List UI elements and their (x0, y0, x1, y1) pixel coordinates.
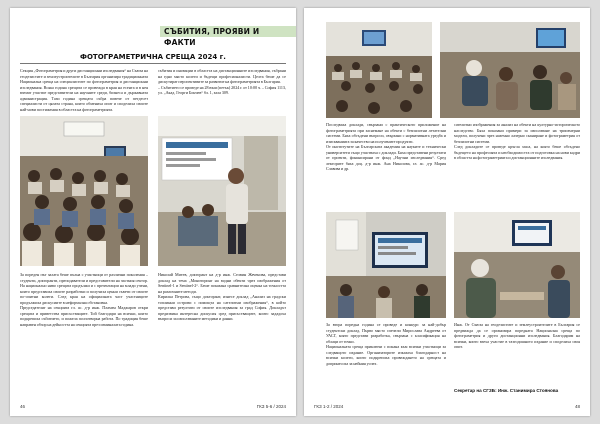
seated-attendees-photo (440, 22, 580, 118)
right-page (304, 8, 590, 416)
presentation-screen-photo (326, 212, 446, 318)
audience-photo (20, 116, 148, 266)
left-page (10, 8, 296, 416)
right-page-caption-left: За втора поредна година се проведе и конкурс за най-добър студентски доклад. Първо място спечели Мирослава Андреева от УАСГ, която представи разработка, свързана с класификация на облаци от точки. Националната среща приключи с покана към всички участници за следващото издание. Организаторите изказаха благодарност на всички колеги, които подкрепиха провеждането на срещата и допринесоха за нейния успех. (326, 322, 446, 366)
headline-divider (20, 63, 286, 64)
right-page-text-col2: сателитни изображения за анализ на обекти на културно-историческото наследство. Бяха показани примери за използване на триизмерни модели, получени чрез наземно лазерно сканиране и фотограметрия от безпилотни системи. След докладите се проведе кръгла маса, на която беше обсъдено бъдещето на професията и необходимостта от подготовка на нови кадри в областта на фотограметрията и дистанционните изследвания. (454, 122, 580, 160)
secretary-credit: Секретар на СГЗБ: Инж. Станимира Стоянова (454, 388, 559, 393)
right-caption-text: Николай Митев, докторант на д-р инж. Селвин Жеченова, представи доклад на тема „Мониторинг на водни обекти чрез изображения от Sentinel-1 и Sentinel-2“. Беше показана сравнителна оценка на точността на различните методи. Кирилка Петрова, също докторант, изнесе доклад „Анализ на градски топлинни острови с помощта на сателитни изображения“, в който представи резултати от своите изследвания за град София. Докладът предизвика интересна дискусия сред присъстващите, които зададоха въпроси за използваните методики и данни. (158, 272, 286, 321)
right-page-caption-right: Инж. От Съюза на геодезистите и землеустроителите в България се предвижда да се организира поредната Национална среща по фотограметрия и други дистанционни изследвания. Благодарим на всички, които взеха участие в тазгодишното издание и споделиха своя опит. (454, 322, 580, 349)
issue-label-left: ГКЗ 5-6 / 2024 (256, 404, 286, 409)
article-headline: ФОТОГРАМЕТРИЧНА СРЕЩА 2024 г. (80, 53, 226, 61)
right-page-text-col1: Последваха доклади, свързани с практическото приложение на фотограметрията при заснемане на обекти с безпилотни летателни системи. Бяха обсъдени въпроси, свързани с нормативната уредба и изискванията за качество на получените продукти. От институтите на Българската академия на науките и технически университети също участваха с доклади. Бяха представени резултати от проекти, финансирани от фонд „Научни изследвания“. Сред лекторите бяха доц. д-р инж. Ана Николова, гл. ас. д-р Мария Славова и др. (326, 122, 446, 171)
lecture-room-photo (326, 22, 432, 118)
section-title: СЪБИТИЯ, ПРОЯВИ И ФАКТИ (160, 26, 296, 37)
presenter-photo (158, 116, 286, 266)
discussion-photo (454, 212, 580, 318)
issue-label-right: ГКЗ 1-2 / 2024 (314, 404, 344, 409)
page-number-left: 46 (20, 404, 26, 409)
left-caption-text: За пореден път залата беше пълна с участници от различни поколения – студенти, докторанти, преподаватели и представители на частния сектор. На национално ниво срещата продължи и с презентации на млади учени, които представиха своите разработки и получиха ценни съвети от своите по-опитни колеги. След края на официалната част участниците продължиха дискусиите в неформална обстановка. Председателят на секцията гл. ас. д-р инж. Пламен Маджаров откри срещата и приветства присъстващите. Той благодари на всички, които подкрепиха събитието, и пожела ползотворна работа. По традиция беше направен обзор на дейността на секцията през изминалата година. (20, 272, 148, 327)
page-number-right: 48 (574, 404, 580, 409)
intro-text-col2: събития и иновации в областта на дистанционните изследвания, събрани на едно място колеги и бъдещи професионалисти. Целта беше да се дискутират перспективите за развитие на фотограметрията в България. – Събитието се проведе на 28 юни (петък) 2024 г. от 10:00 ч. – София 1113, ул. „Акад. Георги Бончев“ бл. 1, зала 309. (158, 68, 286, 95)
intro-text-col1: Секция „Фотограметрия и други дистанционни изследвания“ на Съюза на геодезистите и землеустроителите в България организира традиционната Национална среща на специалистите по фотограметрия и дистанционни изследвания. Всяка година срещата се провежда в края на есента и в нея вземат участие представители на научните среди, бизнеса и държавната администрация. Тази година срещата събра повече от петдесет специалисти от цялата страна, които обмениха опит и споделиха своите най-нови постижения в областта на фотограметрията. (20, 68, 148, 112)
